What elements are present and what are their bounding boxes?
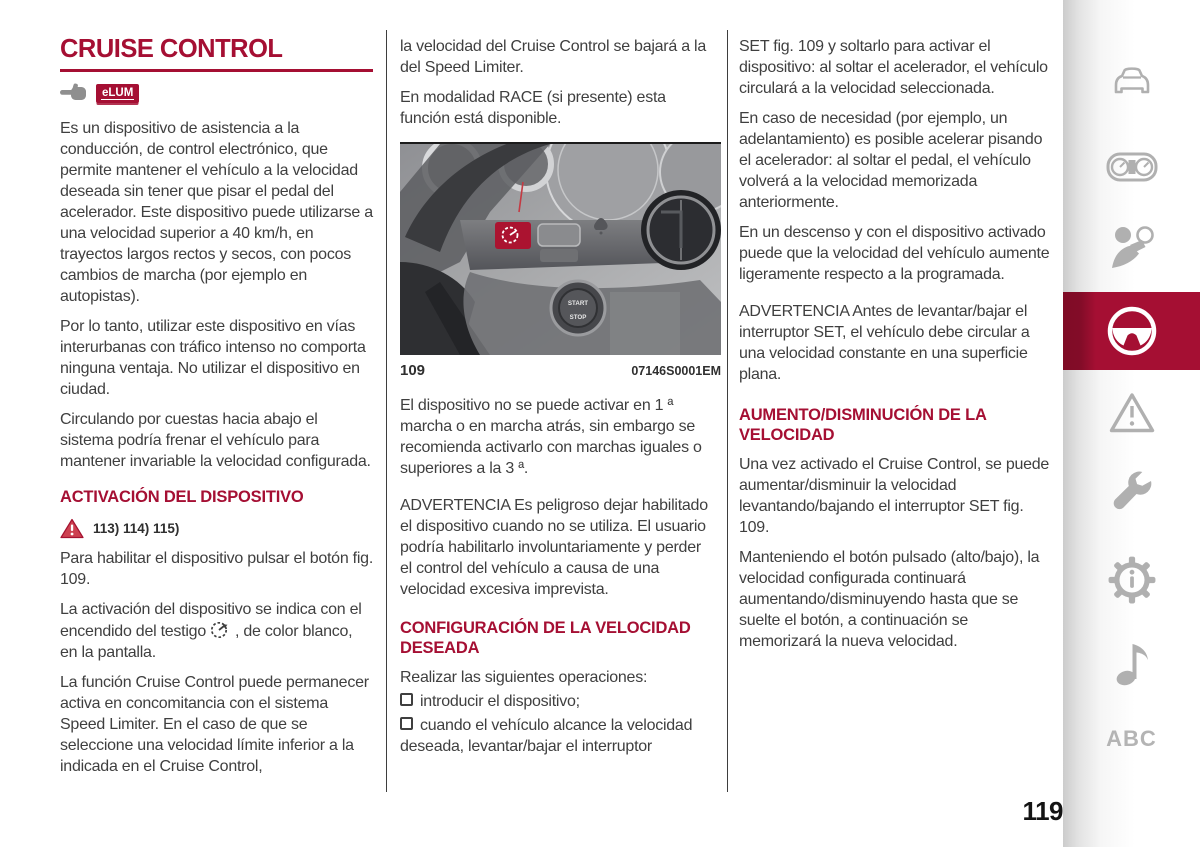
- paragraph-advertencia: ADVERTENCIA Antes de levantar/bajar el interruptor SET, el vehículo debe circular a una velocidad constante en una superficie plana.: [739, 303, 1030, 383]
- steering-wheel-icon: [1105, 304, 1159, 358]
- paragraph: Por lo tanto, utilizar este dispositivo en vías interurbanas con tráfico intenso no comporta ninguna ventaja. No utilizar el dispositivo en ciudad.: [60, 318, 366, 398]
- paragraph: En modalidad RACE (si presente) esta función está disponible.: [400, 89, 666, 127]
- music-note-icon: [1114, 639, 1150, 687]
- chapter-tab-sidebar: [1063, 0, 1200, 847]
- paragraph: Es un dispositivo de asistencia a la conducción, de control electrónico, que permite mantener el vehículo a la velocidad deseada sin tener que pisar el pedal del acelerador. Este dispositivo puede utilizarse a una velocidad superior a 40 km/h, en trayectos largos rectos y secos, con pocos cambios de marcha (por ejemplo en autopistas).: [60, 120, 373, 305]
- dashboard-gauges-icon: [1106, 150, 1158, 184]
- cruise-telltale-icon: [209, 620, 232, 639]
- sidebar-item-maintenance[interactable]: [1063, 468, 1200, 516]
- figure-caption: [400, 362, 721, 379]
- sidebar-item-emergency[interactable]: [1063, 391, 1200, 435]
- sidebar-item-vehicle[interactable]: [1063, 64, 1200, 100]
- section-heading-config: CONFIGURACIÓN DE LA VELOCIDAD DESEADA: [400, 619, 691, 657]
- sidebar-item-index[interactable]: [1063, 726, 1200, 752]
- paragraph: El dispositivo no se puede activar en 1 ª marcha o en marcha atrás, sin embargo se recomienda activarlo con marchas iguales o superiores a la 3 ª.: [400, 397, 702, 477]
- square-bullet-icon: [400, 693, 413, 706]
- page-title: CRUISE CONTROL: [60, 35, 283, 63]
- list-item: cuando el vehículo alcance la velocidad deseada, levantar/bajar el interruptor: [400, 717, 693, 755]
- warning-reference-row: [60, 518, 373, 539]
- gear-info-icon: [1107, 555, 1157, 605]
- pointing-hand-icon: [60, 83, 87, 103]
- column-3: [739, 36, 1052, 652]
- figure-number: 109: [400, 362, 426, 379]
- column-divider: [386, 30, 387, 792]
- paragraph: La función Cruise Control puede permanecer activa en concomitancia con el sistema Speed Limiter. En el caso de que se seleccione una velocidad límite inferior a la indicada en el Cruise Control,: [60, 674, 369, 775]
- sidebar-item-instrument-panel[interactable]: [1063, 150, 1200, 184]
- paragraph: la velocidad del Cruise Control se bajará a la del Speed Limiter.: [400, 38, 707, 76]
- section-heading-speed: AUMENTO/DISMINUCIÓN DE LA VELOCIDAD: [739, 406, 987, 444]
- start-button-label: START: [567, 300, 589, 307]
- column-2: [400, 36, 721, 757]
- warning-triangle-red-icon: [60, 518, 84, 539]
- sidebar-item-technical-data[interactable]: [1063, 555, 1200, 605]
- wrench-icon: [1108, 468, 1156, 516]
- sidebar-item-driving-active[interactable]: [1063, 292, 1200, 370]
- paragraph: SET fig. 109 y soltarlo para activar el dispositivo: al soltar el acelerador, el vehículo circulará a la velocidad seleccionada.: [739, 38, 1048, 97]
- car-icon: [1110, 64, 1154, 100]
- warning-refs: 113) 114) 115): [93, 521, 180, 536]
- paragraph-with-telltale: La activación del dispositivo se indica con el encendido del testigo , de color blanco, en la pantalla.: [60, 601, 362, 661]
- figure-code: 07146S0001EM: [631, 364, 721, 378]
- paragraph-advertencia: ADVERTENCIA Es peligroso dejar habilitado el dispositivo cuando no se utiliza. El usuario podría habilitarlo involuntariamente y perder el control del vehículo a causa de una velocidad excesiva imprevista.: [400, 497, 708, 598]
- paragraph: Para habilitar el dispositivo pulsar el botón fig. 109.: [60, 550, 374, 588]
- title-underline: [60, 69, 373, 72]
- elum-badge: eLUM: [96, 84, 139, 103]
- steering-wheel-illustration: [400, 144, 721, 355]
- figure-109: [400, 142, 721, 379]
- page-number: 119: [1022, 796, 1063, 826]
- paragraph: En caso de necesidad (por ejemplo, un adelantamiento) es posible acelerar pisando el acelerador: al soltar el pedal, el vehículo volverá a la velocidad memorizada anteriormente.: [739, 110, 1043, 211]
- warning-triangle-icon: [1108, 391, 1156, 435]
- column-1: [60, 36, 373, 777]
- section-heading-activation: ACTIVACIÓN DEL DISPOSITIVO: [60, 488, 304, 506]
- paragraph: Manteniendo el botón pulsado (alto/bajo), la velocidad configurada continuará aumentando/disminuyendo hasta que se suelte el botón, a continuación se memorizará la nueva velocidad.: [739, 549, 1040, 650]
- paragraph: Realizar las siguientes operaciones:: [400, 669, 648, 686]
- column-divider: [727, 30, 728, 792]
- abc-index-label: ABC: [1106, 726, 1157, 751]
- square-bullet-icon: [400, 717, 413, 730]
- paragraph: Una vez activado el Cruise Control, se puede aumentar/disminuir la velocidad levantando/bajando el interruptor SET fig. 109.: [739, 456, 1050, 536]
- airbag-icon: [1109, 224, 1155, 270]
- steering-wheel-photo: [400, 142, 721, 355]
- paragraph: En un descenso y con el dispositivo activado puede que la velocidad del vehículo aumente ligeramente respecto a la programada.: [739, 224, 1050, 283]
- stop-button-label: STOP: [569, 314, 587, 321]
- paragraph: Circulando por cuestas hacia abajo el sistema podría frenar el vehículo para mantener invariable la velocidad configurada.: [60, 411, 371, 470]
- list-item: introducir el dispositivo;: [400, 691, 713, 712]
- sidebar-item-safety[interactable]: [1063, 224, 1200, 270]
- sidebar-item-multimedia[interactable]: [1063, 639, 1200, 687]
- badge-row: [60, 81, 373, 105]
